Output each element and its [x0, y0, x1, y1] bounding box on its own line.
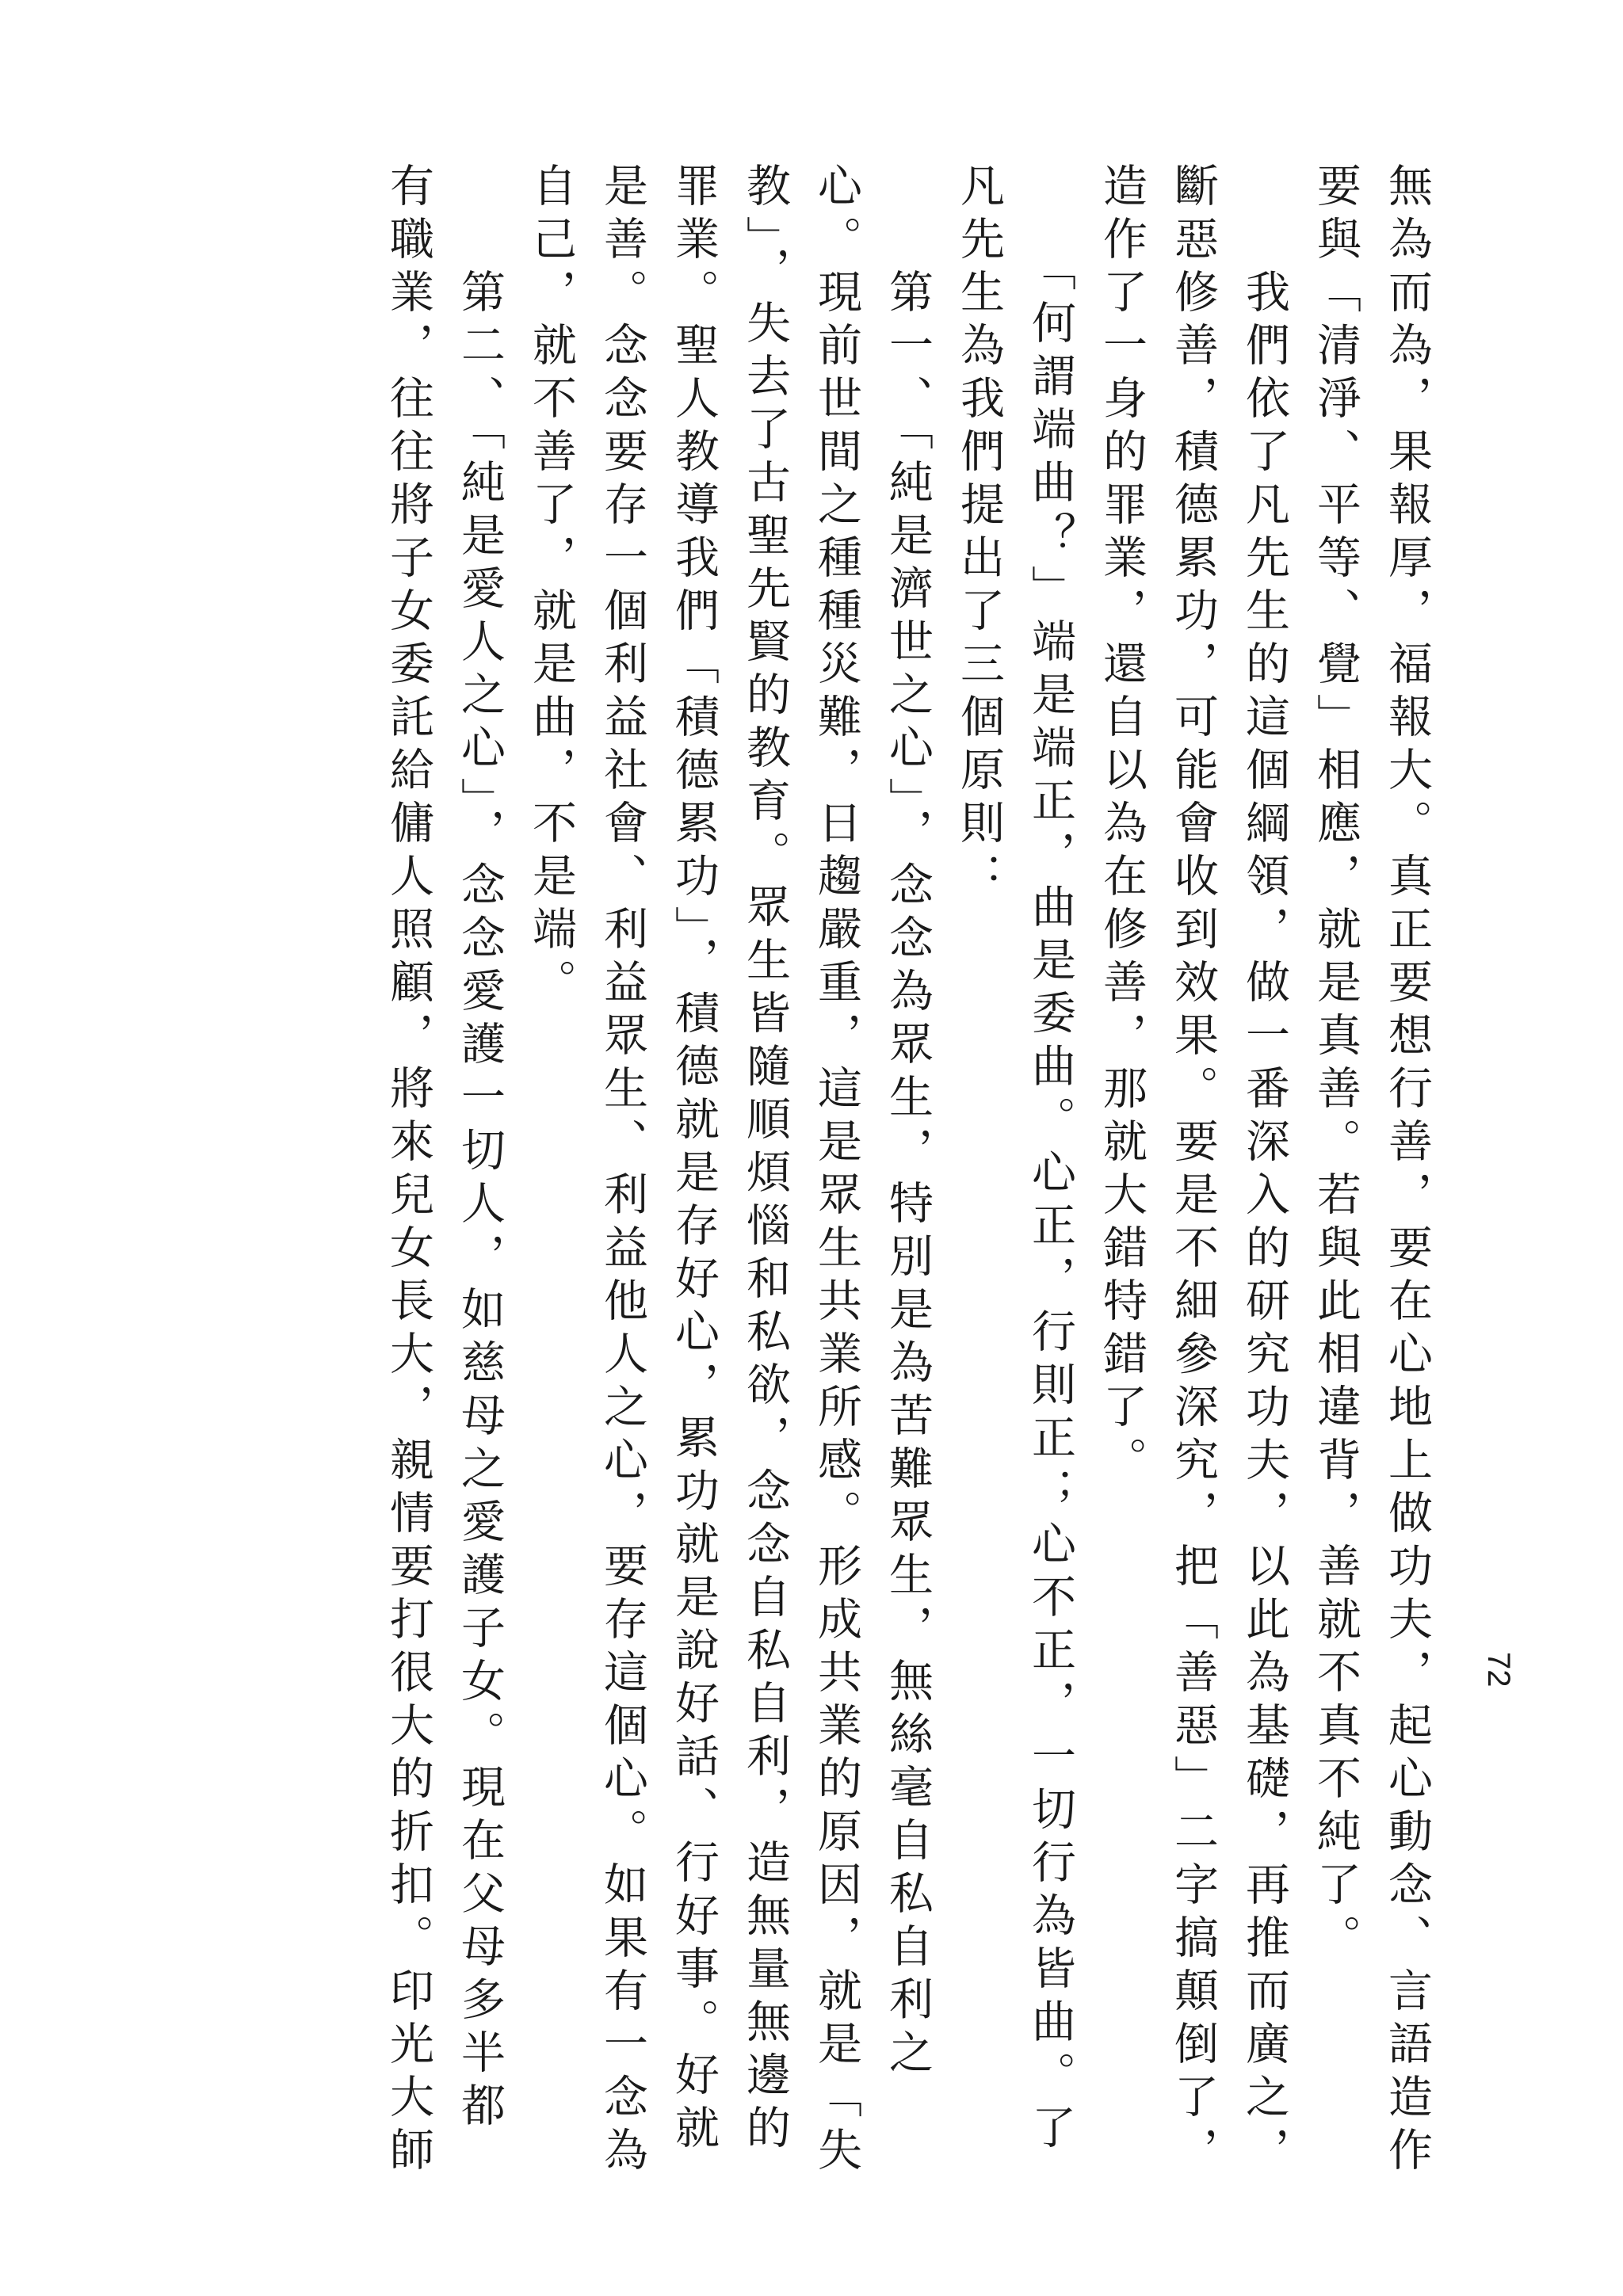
body-text	[372, 162, 1442, 2254]
text-column: 第一、「純是濟世之心」，念念為眾生，特別是為苦難眾生，無絲毫自私自利之	[882, 162, 934, 2082]
page-number: 72	[1481, 1652, 1516, 1688]
text-column: 心。現前世間之種種災難，日趨嚴重，這是眾生共業所感。形成共業的原因，就是「失	[811, 162, 862, 2180]
text-column: 自己，就不善了，就是曲，不是端。	[525, 162, 577, 1012]
text-column: 罪業。聖人教導我們「積德累功」，積德就是存好心，累功就是說好話、行好事。好就	[668, 162, 720, 2157]
text-column: 凡先生為我們提出了三個原則：	[953, 162, 1005, 906]
text-column: 是善。念念要存一個利益社會、利益眾生、利益他人之心，要存這個心。如果有一念為	[597, 162, 648, 2180]
text-column: 第二、「純是愛人之心」，念念愛護一切人，如慈母之愛護子女。現在父母多半都	[454, 162, 506, 2135]
text-column: 斷惡修善，積德累功，可能會收到效果。要是不細參深究，把「善惡」二字搞顛倒了，	[1167, 162, 1219, 2180]
text-column: 教」，失去了古聖先賢的教育。眾生皆隨順煩惱和私欲，念念自私自利，造無量無邊的	[739, 162, 791, 2157]
text-column: 無為而為，果報厚，福報大。真正要想行善，要在心地上做功夫，起心動念、言語造作	[1381, 162, 1433, 2180]
text-column: 要與「清淨、平等、覺」相應，就是真善。若與此相違背，善就不真不純了。	[1310, 162, 1361, 1967]
text-column: 我們依了凡先生的這個綱領，做一番深入的研究功夫，以此為基礎，再推而廣之，	[1239, 162, 1290, 2180]
text-column: 有職業，往往將子女委託給傭人照顧，將來兒女長大，親情要打很大的折扣。印光大師	[383, 162, 434, 2180]
text-column: 「何謂端曲？」端是端正，曲是委曲。心正，行則正；心不正，一切行為皆曲。了	[1025, 162, 1076, 2157]
text-column: 造作了一身的罪業，還自以為在修善，那就大錯特錯了。	[1096, 162, 1148, 1489]
